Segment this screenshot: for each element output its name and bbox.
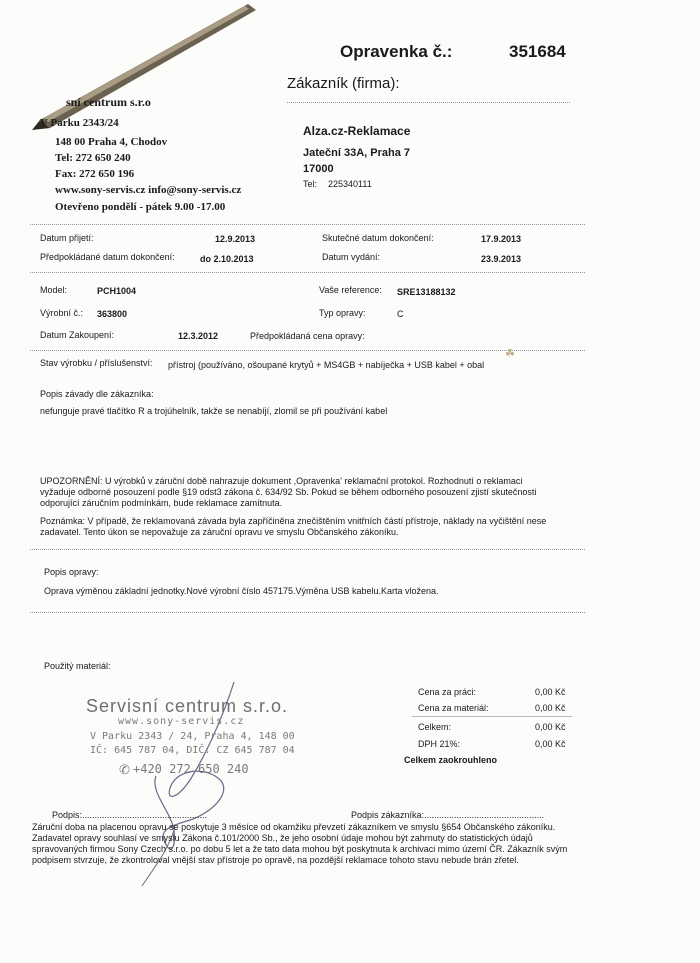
company-web: www.sony-servis.cz info@sony-servis.cz [55,184,242,196]
condition-value: přístroj (používáno, ošoupané krytyů + MS4GB + nabíječka + USB kabel + obal [168,360,485,370]
warning-notice: UPOZORNĚNÍ: U výrobků v záruční době nahrazuje dokument ,Opravenka' reklamační protokol. Rozhodnutí o reklamaci vyžaduje odborné posouzení podle §19 odst3 zákona č. 634/92 Sb. Pokud se během odborného posouzení zjistí skutečnosti odporující záručním podmínkám, bude reklamace zamítnuta. [40,476,537,508]
reference-label: Vaše reference: [319,285,382,295]
signature-line-customer: Podpis zákazníka:................................................ [351,810,545,820]
warranty-footer: Záruční doba na placenou opravu se poskytuje 3 měsíce od okamžiku převzetí zákazníkem ve smyslu §654 Občanského zákoníku. Zadavatel opravy souhlasí ve smyslu Zákona č.101/2000 Sb., že jeho osobní údaje mohou být zahrnuty do statistických údajů spravovaných firmou Sony Czech s.r.o. po dobu 5 let a že tato data mohou být poskytnuta k archivaci mimo území ČR. Zákazník svým podpisem stvrzuje, že zkontroloval vnější stav přístroje po opravě, na pozdější reklamace tohoto stavu nebude brán zřetel. [32,822,568,865]
company-hours: Otevřeno pondělí - pátek 9.00 -17.00 [55,201,226,213]
customer-zip: 17000 [303,163,334,175]
vat-value: 0,00 Kč [535,739,566,749]
cleaning-note: Poznámka: V případě, že reklamovaná závada byla zapříčiněna znečištěním vnitřních částí přístroje, náklady na vyčištění nese zadavatel. Tento úkon se nepovažuje za záruční opravu ve smyslu Občanského zákoníku. [40,516,547,537]
stamp-address: V Parku 2343 / 24, Praha 4, 148 00 [90,731,295,742]
material-label: Použitý materiál: [44,661,111,671]
fault-label: Popis závady dle zákazníka: [40,389,154,399]
total-value: 0,00 Kč [535,722,566,732]
model-value: PCH1004 [97,286,137,296]
totals-divider [412,716,572,717]
signature-line-left: Podpis:.................................................. [52,810,208,820]
date-issued-label: Datum vydání: [322,252,381,262]
repair-value: Oprava výměnou základní jednotky.Nové výrobní číslo 457175.Výměna USB kabelu.Karta vložena. [44,586,439,596]
company-street: V Parku 2343/24 [40,117,119,129]
total-label: Celkem: [418,722,452,732]
model-label: Model: [40,285,68,295]
date-received-label: Datum přijetí: [40,233,94,243]
document-number: 351684 [509,42,566,61]
material-cost-value: 0,00 Kč [535,703,566,713]
company-name: sní centrum s.r.o [66,95,151,109]
stamp-web: www.sony-servis.cz [118,716,245,727]
section-divider-3 [30,350,585,351]
company-city: 148 00 Praha 4, Chodov [55,136,168,148]
customer-tel-value: 225340111 [328,179,372,189]
labor-label: Cena za práci: [418,687,477,697]
stamp-ids: IČ: 645 787 04, DIČ: CZ 645 787 04 [90,745,295,756]
pen-image [0,0,260,140]
date-expected-done-value: do 2.10.2013 [200,254,254,264]
section-divider-4 [30,549,585,550]
labor-value: 0,00 Kč [535,687,566,697]
stamp-title: Servisní centrum s.r.o. [86,696,289,716]
repair-label: Popis opravy: [44,567,99,577]
customer-name: Alza.cz-Reklamace [303,124,411,138]
stamp-phone: +420 272 650 240 [133,762,249,776]
serial-label: Výrobní č.: [40,308,84,318]
stain-mark: ☘ [505,348,515,360]
vat-label: DPH 21%: [418,739,461,749]
customer-tel-label: Tel: [303,179,318,189]
date-actual-done-label: Skutečné datum dokončení: [322,233,434,243]
serial-value: 363800 [97,309,128,319]
customer-heading: Zákazník (firma): [287,75,400,92]
date-actual-done-value: 17.9.2013 [481,234,522,244]
reference-value: SRE13188132 [397,287,456,297]
stamp-phone-icon: ✆ [119,762,130,777]
condition-label: Stav výrobku / příslušenství: [40,358,153,368]
company-fax: Fax: 272 650 196 [55,168,135,180]
purchase-date-label: Datum Zakoupení: [40,330,115,340]
section-divider-1 [30,224,585,225]
purchase-date-value: 12.3.2012 [178,331,219,341]
customer-divider [287,102,570,103]
section-divider-5 [30,612,585,613]
date-issued-value: 23.9.2013 [481,254,522,264]
document-title: Opravenka č.: [340,42,453,61]
section-divider-2 [30,272,585,273]
fault-value: nefunguje pravé tlačítko R a trojúhelník, takže se nenabíjí, zlomil se při používání kabel [40,406,388,416]
company-tel: Tel: 272 650 240 [55,152,131,164]
material-cost-label: Cena za materiál: [418,703,489,713]
rounded-total-label: Celkem zaokrouhleno [404,755,498,765]
customer-street: Jateční 33A, Praha 7 [303,147,411,159]
date-received-value: 12.9.2013 [215,234,256,244]
expected-price-label: Předpokládaná cena opravy: [250,331,365,341]
repair-type-label: Typ opravy: [319,308,366,318]
date-expected-done-label: Předpokládané datum dokončení: [40,252,175,262]
repair-type-value: C [397,309,404,319]
